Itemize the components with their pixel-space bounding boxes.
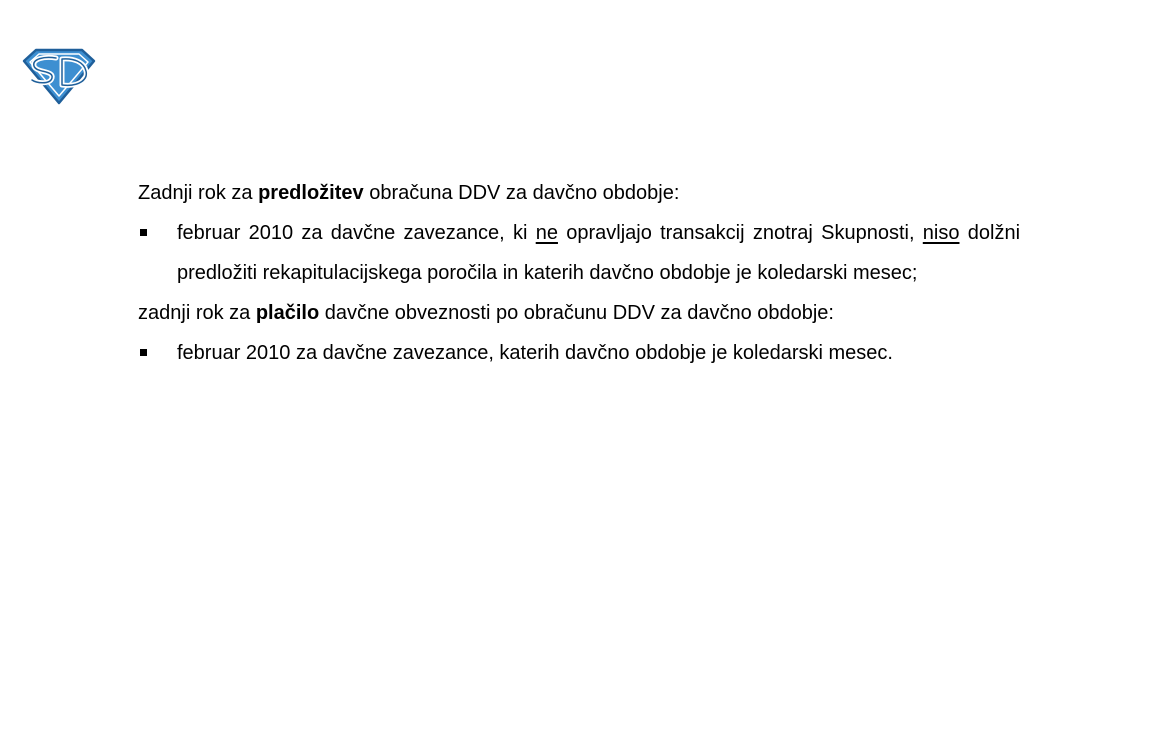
underlined-niso: niso: [922, 222, 960, 244]
intro-bold-1: predložitev: [258, 182, 364, 204]
list-item: [138, 213, 1020, 293]
underlined-ne: ne: [535, 222, 558, 244]
submission-deadline-intro: [138, 173, 1020, 213]
document-body: [138, 173, 1020, 373]
bullet-text-part1: februar 2010 za davčne zavezance, ki: [177, 222, 536, 244]
sd-shield-icon: [22, 47, 96, 105]
bullet-text-part3: dolžni predložiti rekapitulacijskega poročila in katerih davčno obdobje je koledarski mesec;: [177, 222, 1021, 284]
square-bullet-icon: [140, 349, 147, 356]
intro-text-4: davčne obveznosti po obračunu DDV za davčno obdobje:: [319, 302, 834, 324]
bullet-text-part2: opravljajo transakcij znotraj Skupnosti,: [557, 222, 923, 244]
bullet-text-payment: februar 2010 za davčne zavezance, katerih davčno obdobje je koledarski mesec.: [177, 342, 893, 364]
payment-deadline-intro: [138, 293, 1020, 333]
sd-logo: [22, 47, 96, 105]
intro-text-1: Zadnji rok za: [138, 182, 259, 204]
square-bullet-icon: [140, 229, 147, 236]
list-item: [138, 333, 1020, 373]
intro-text-3: zadnji rok za: [138, 302, 256, 324]
intro-bold-2: plačilo: [255, 302, 320, 324]
intro-text-2: obračuna DDV za davčno obdobje:: [363, 182, 680, 204]
